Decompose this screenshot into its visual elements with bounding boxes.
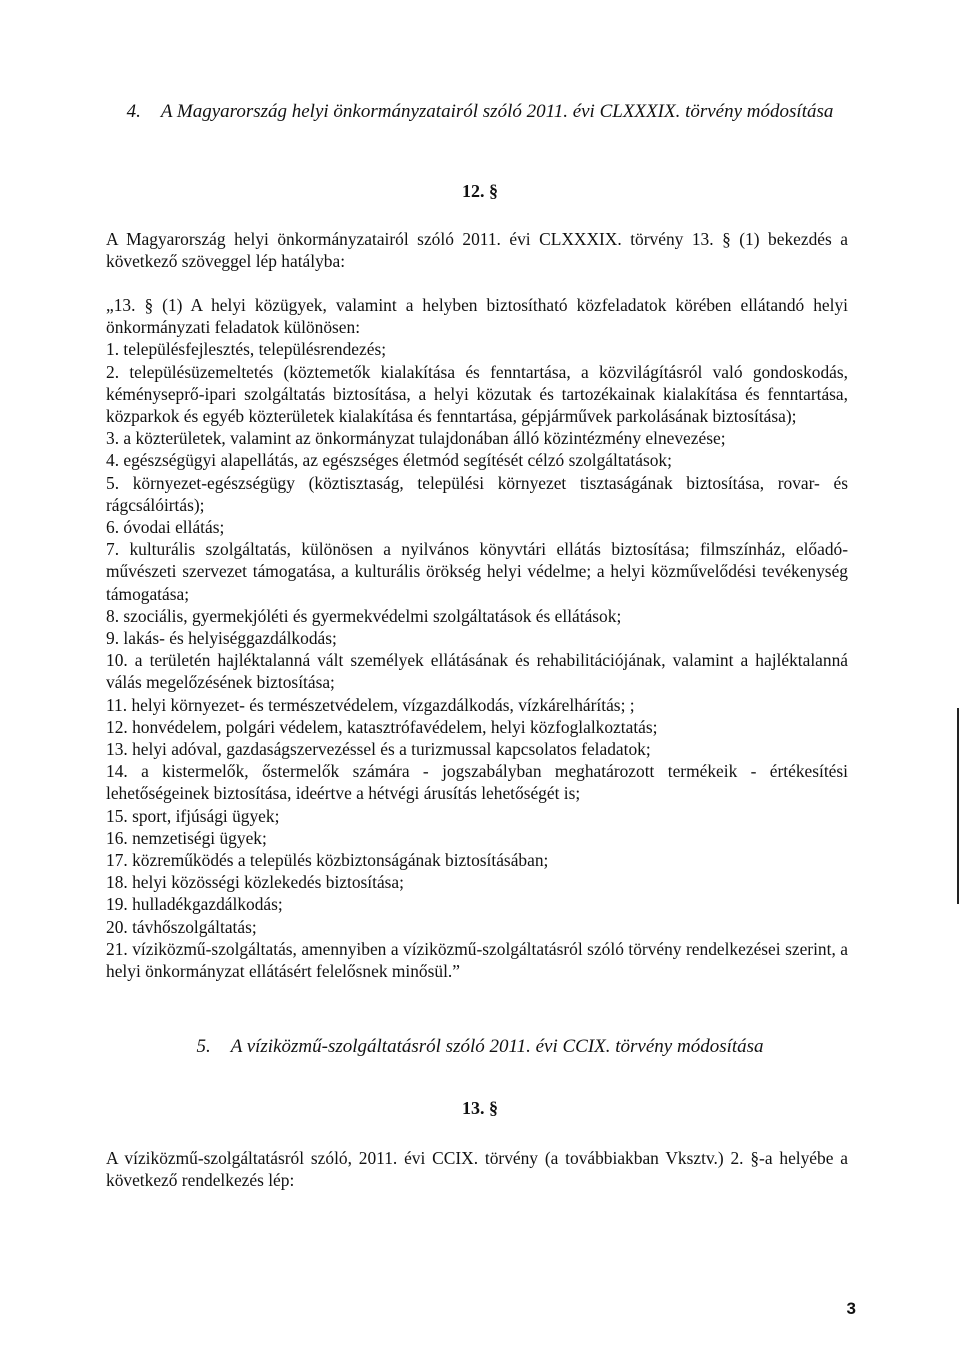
paragraph-mark-13: 13. § <box>462 1098 498 1118</box>
list-item: 15. sport, ifjúsági ügyek; <box>106 805 280 826</box>
section-heading-5 <box>112 1036 848 1058</box>
list-item: 7. kulturális szolgáltatás, különösen a nyilvános könyvtári ellátás biztosítása; filmszínház, előadó-művészeti szervezet támogatása, a kulturális örökség helyi védelme; a helyi közművelődési tevékenység támogatása; <box>106 539 848 604</box>
list-item: 18. helyi közösségi közlekedés biztosítása; <box>106 872 404 893</box>
list-item: 20. távhőszolgáltatás; <box>106 916 257 937</box>
margin-line <box>957 708 959 904</box>
heading-title: A víziközmű-szolgáltatásról szóló 2011. évi CCIX. törvény módosítása <box>230 1036 764 1057</box>
heading-number: 4. <box>126 101 141 122</box>
list-item: 21. víziközmű-szolgáltatás, amennyiben a víziközmű-szolgáltatásról szóló törvény rendelkezései szerint, a helyi önkormányzat ellátásért felelősnek minősül.” <box>106 938 848 982</box>
list-item: 1. településfejlesztés, településrendezés; <box>106 339 387 360</box>
list-item: 11. helyi környezet- és természetvédelem, vízgazdálkodás, vízkárelhárítás; ; <box>106 694 635 715</box>
heading-title: A Magyarország helyi önkormányzatairól szóló 2011. évi CLXXXIX. törvény módosítása <box>160 101 834 122</box>
quoted-text-block <box>106 294 848 982</box>
list-item: 13. helyi adóval, gazdaságszervezéssel és a turizmussal kapcsolatos feladatok; <box>106 739 651 760</box>
list-item: 10. a területén hajléktalanná vált személyek ellátásának és rehabilitációjának, valamint a hajléktalanná válás megelőzésének biztosítása; <box>106 650 848 693</box>
list-item: 16. nemzetiségi ügyek; <box>106 827 267 848</box>
list-item: 3. a közterületek, valamint az önkormányzat tulajdonában álló közintézmény elnevezése; <box>106 428 726 449</box>
task-list <box>106 338 848 982</box>
list-item: 6. óvodai ellátás; <box>106 517 225 538</box>
paragraph-mark-12: 12. § <box>462 181 498 201</box>
list-item: 4. egészségügyi alapellátás, az egészséges életmód segítését célzó szolgáltatások; <box>106 450 672 471</box>
list-item: 19. hulladékgazdálkodás; <box>106 894 283 915</box>
heading-number: 5. <box>196 1036 211 1057</box>
list-item: 8. szociális, gyermekjóléti és gyermekvédelmi szolgáltatások és ellátások; <box>106 605 622 626</box>
quote-lead: „13. § (1) A helyi közügyek, valamint a helyben biztosítható közfeladatok körében ellátandó helyi önkormányzati feladatok különösen: <box>106 295 848 338</box>
section-heading-4 <box>112 101 848 123</box>
list-item: 2. településüzemeltetés (köztemetők kialakítása és fenntartása, a közvilágításról való gondoskodás, kéményseprő-ipari szolgáltatás biztosítása, a helyi közutak és tartozékainak kialakítása és fenntartása, közparkok és egyéb közterületek kialakítása és fenntartása, gépjárművek parkolásának biztosítása); <box>106 361 848 427</box>
amendment-paragraph: A víziközmű-szolgáltatásról szóló, 2011. évi CCIX. törvény (a továbbiakban Vksztv.) 2. §-a helyébe a következő rendelkezés lép: <box>106 1148 848 1191</box>
list-item: 14. a kistermelők, őstermelők számára - jogszabályban meghatározott termékeik - értékesítési lehetőségeinek biztosítása, ideértve a hétvégi árusítás lehetőségét is; <box>106 761 848 804</box>
intro-paragraph: A Magyarország helyi önkormányzatairól szóló 2011. évi CLXXXIX. törvény 13. § (1) bekezdés a következő szöveggel lép hatályba: <box>106 229 848 272</box>
list-item: 9. lakás- és helyiséggazdálkodás; <box>106 628 337 649</box>
list-item: 12. honvédelem, polgári védelem, katasztrófavédelem, helyi közfoglalkoztatás; <box>106 716 658 737</box>
page-number: 3 <box>846 1299 856 1318</box>
list-item: 17. közreműködés a település közbiztonságának biztosításában; <box>106 850 549 871</box>
list-item: 5. környezet-egészségügy (köztisztaság, települési környezet tisztaságának biztosítása, rovar- és rágcsálóirtás); <box>106 472 848 515</box>
